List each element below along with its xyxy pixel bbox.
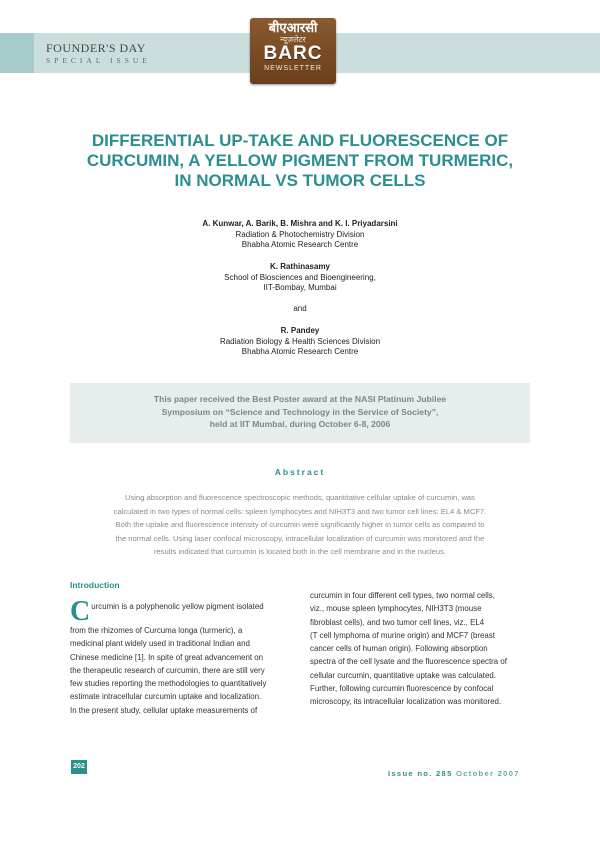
body-line: curcumin in four different cell types, two normal cells, bbox=[310, 591, 495, 600]
body-column-left bbox=[70, 596, 290, 717]
affiliation-line: IIT-Bombay, Mumbai bbox=[263, 283, 337, 292]
abstract-line: results indicated that curcumin is located both in the cell membrane and in the nucleus. bbox=[153, 547, 447, 557]
title-line: CURCUMIN, A YELLOW PIGMENT FROM TURMERIC, bbox=[86, 151, 514, 170]
body-line: from the rhizomes of Curcuma longa (turmeric), a bbox=[70, 626, 243, 635]
award-text bbox=[70, 393, 530, 431]
body-line: fibroblast cells), and two tumor cell lines, viz., EL4 bbox=[310, 617, 485, 627]
logo-hindi-top: बीएआरसी bbox=[268, 20, 318, 35]
body-line: the therapeutic research of curcumin, there are still very bbox=[70, 665, 265, 675]
title-line: IN NORMAL VS TUMOR CELLS bbox=[174, 171, 426, 190]
award-line: held at IIT Mumbai, during October 6-8, 2006 bbox=[209, 419, 391, 429]
abstract-heading: Abstract bbox=[274, 467, 326, 477]
logo-brand: BARC bbox=[263, 43, 323, 64]
body-line: cancer cells of human origin). Following absorption bbox=[310, 644, 488, 654]
header-band-accent bbox=[0, 33, 34, 73]
issue-info bbox=[388, 769, 520, 778]
body-line: spectra of the cell lysate and the fluorescence spectra of bbox=[310, 657, 507, 667]
affiliation-line: Radiation Biology & Health Sciences Division bbox=[219, 336, 381, 346]
issue-date: October 2007 bbox=[456, 769, 520, 778]
issue-number: Issue no. 285 bbox=[388, 769, 453, 778]
body-line: medicinal plant widely used in traditional Indian and bbox=[70, 639, 250, 649]
introduction-heading: Introduction bbox=[70, 580, 120, 590]
abstract-line: calculated in two types of normal cells: spleen lymphocytes and NIH3T3 and two tumor cell lines: EL4 & MCF7. bbox=[113, 506, 487, 516]
author-block-3 bbox=[100, 326, 500, 358]
drop-cap: C bbox=[70, 596, 91, 627]
affiliation-line: Bhabha Atomic Research Centre bbox=[241, 347, 359, 356]
author-connector bbox=[100, 304, 500, 315]
logo-tagline: NEWSLETTER bbox=[264, 65, 322, 72]
affiliation-line: Bhabha Atomic Research Centre bbox=[241, 240, 359, 249]
body-line: Further, following curcumin fluorescence by confocal bbox=[310, 684, 494, 694]
body-line: few studies reporting the methodologies to quantitatively bbox=[70, 679, 267, 689]
connector-and: and bbox=[293, 304, 307, 313]
abstract-line: Both the uptake and fluorescence intensity of curcumin were significantly higher in tumor cells as compared to bbox=[115, 520, 485, 530]
body-line: (T cell lymphoma of murine origin) and MCF7 (breast bbox=[310, 630, 495, 640]
section-label: FOUNDER'S DAY bbox=[46, 41, 146, 55]
affiliation-line: School of Biosciences and Bioengineering, bbox=[224, 272, 376, 282]
author-names: K. Rathinasamy bbox=[269, 262, 331, 271]
body-line: In the present study, cellular uptake measurements of bbox=[70, 705, 258, 715]
author-block-2 bbox=[100, 262, 500, 294]
first-paragraph-line bbox=[70, 596, 290, 627]
abstract-line: the normal cells. Using laser confocal microscopy, intracellular localization of curcumin was monitored and the bbox=[115, 533, 485, 543]
logo-hindi-bottom: न्यूज़लेटर bbox=[280, 35, 306, 44]
body-column-right bbox=[310, 589, 530, 709]
author-names: R. Pandey bbox=[280, 326, 320, 335]
paper-title bbox=[60, 131, 540, 191]
body-line: viz., mouse spleen lymphocytes, NIH3T3 (mouse bbox=[310, 604, 482, 614]
award-line: Symposium on “Science and Technology in the Service of Society”, bbox=[161, 406, 439, 417]
body-line: urcumin is a polyphenolic yellow pigment isolated bbox=[91, 602, 264, 611]
award-line: This paper received the Best Poster award at the NASI Platinum Jubilee bbox=[153, 394, 447, 404]
page-number: 202 bbox=[71, 760, 87, 774]
abstract-line: Using absorption and fluorescence spectroscopic methods, quantitative cellular uptake of curcumin, was bbox=[125, 493, 475, 502]
title-line: DIFFERENTIAL UP-TAKE AND FLUORESCENCE OF bbox=[91, 131, 509, 150]
subsection-label: SPECIAL ISSUE bbox=[46, 56, 151, 65]
body-line: cellular curcumin, quantitative uptake was calculated. bbox=[310, 670, 496, 680]
author-block-1 bbox=[100, 219, 500, 251]
body-line: estimate intracellular curcumin uptake and localization. bbox=[70, 692, 262, 702]
barc-newsletter-logo bbox=[250, 18, 336, 84]
author-names: A. Kunwar, A. Barik, B. Mishra and K. I. Priyadarsini bbox=[202, 219, 398, 228]
body-line: microscopy, its intracellular localization was monitored. bbox=[310, 697, 502, 707]
body-line: Chinese medicine [1]. In spite of great advancement on bbox=[70, 652, 263, 662]
abstract-body bbox=[70, 491, 530, 559]
affiliation-line: Radiation & Photochemistry Division bbox=[235, 229, 365, 239]
